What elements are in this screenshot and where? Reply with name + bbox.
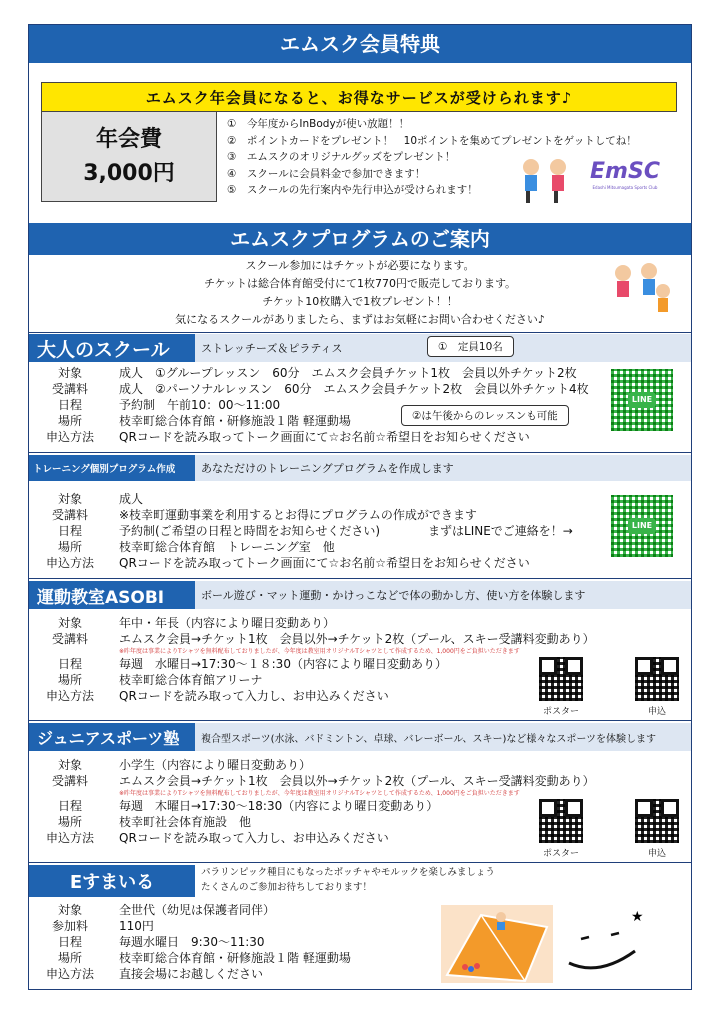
smiley-doodle — [559, 905, 655, 975]
junior-details — [35, 757, 595, 846]
row-label: 申込方法 — [45, 831, 94, 845]
detail-row — [35, 757, 595, 773]
row-label: 対象 — [57, 366, 82, 380]
row-value: 枝幸町総合体育館・研修施設１階 軽運動場 — [119, 414, 351, 428]
row-value: QRコードを読み取ってトーク画面にて☆お名前☆希望日をお知らせください — [119, 556, 530, 570]
detail-row — [35, 830, 595, 846]
asobi-title: 運動教室ASOBI — [29, 581, 195, 609]
divider — [29, 720, 691, 721]
row-label: 参加料 — [51, 919, 88, 933]
row-value: QRコードを読み取って入力し、お申込みください — [119, 831, 389, 845]
row-label: 対象 — [57, 492, 82, 506]
training-details — [35, 491, 573, 571]
benefit-item: ⑤ スクールの先行案内や先行申込が受けられます！ — [227, 184, 478, 196]
esumairu-header — [29, 865, 691, 897]
benefit-item: ③ エムスクのオリジナルグッズをプレゼント！ — [227, 151, 456, 163]
row-value: 枝幸町総合体育館・研修施設１階 軽運動場 — [119, 951, 351, 965]
junior-desc: 複合型スポーツ(水泳、バドミントン、卓球、バレーボール、スキー)など様々なスポーツを体験します — [195, 723, 691, 751]
boccia-court-illustration — [441, 905, 553, 983]
row-value: 成人 ①グループレッスン 60分 エムスク会員チケット1枚 会員以外チケット2枚 — [119, 366, 577, 380]
program-intro — [29, 257, 691, 329]
afternoon-callout: ②は午後からのレッスンも可能 — [401, 405, 569, 426]
row-label: 申込方法 — [45, 967, 94, 981]
row-label: 対象 — [57, 616, 82, 630]
logo-text: EmSC — [590, 159, 660, 184]
row-value: エムスク会員→チケット1枚 会員以外→チケット2枚（プール、スキー受講料変動あり） — [119, 774, 595, 788]
detail-row — [35, 615, 595, 631]
row-value: 枝幸町社会体育施設 他 — [119, 815, 252, 829]
logo-subtext: Edashi Mitsumagata Sports Club — [592, 185, 658, 190]
capacity-callout: ① 定員10名 — [427, 336, 514, 357]
row-label: 場所 — [57, 815, 82, 829]
row-label: 受講料 — [51, 508, 88, 522]
row-value: 枝幸町総合体育館 トレーニング室 他 — [119, 540, 335, 554]
membership-banner: エムスク年会員になると、お得なサービスが受けられます♪ — [41, 82, 677, 112]
row-value: 110円 — [119, 919, 154, 933]
intro-line: 気になるスクールがありましたら、まずはお気軽にお問い合わせください♪ — [175, 313, 545, 326]
page-title: エムスク会員特典 — [29, 25, 691, 63]
asobi-desc: ボール遊び・マット運動・かけっこなどで体の動かし方、使い方を体験します — [195, 581, 691, 609]
line-qr-code[interactable] — [611, 369, 673, 431]
detail-row — [35, 814, 595, 830]
benefit-item: ④ スクールに会員料金で参加できます！ — [227, 167, 426, 180]
esumairu-desc — [195, 865, 691, 897]
training-desc: あなただけのトレーニングプログラムを作成します — [195, 455, 691, 481]
adult-header — [29, 334, 691, 362]
row-value: 毎週 木曜日→17:30〜18:30（内容により曜日変動あり） — [119, 799, 439, 813]
row-value: 毎週 水曜日→17:30〜１８:30（内容により曜日変動あり） — [119, 657, 447, 671]
detail-row — [35, 429, 589, 445]
kids-illustration — [516, 155, 576, 205]
row-label: 場所 — [57, 673, 82, 687]
fee-amount: 3,000円 — [83, 160, 175, 186]
detail-row — [35, 523, 573, 539]
row-label: 日程 — [57, 398, 82, 412]
detail-row — [35, 365, 589, 381]
qr-caption: 申込 — [647, 849, 666, 859]
row-value: 小学生（内容により曜日変動あり） — [119, 758, 312, 772]
row-value: 年中・年長（内容により曜日変動あり） — [119, 616, 336, 630]
row-value: 毎週水曜日 9:30〜11:30 — [119, 935, 265, 949]
row-value: 予約制(ご希望の日程と時間をお知らせください) まずはLINEでご連絡を！→ — [119, 524, 573, 538]
row-value: 成人 — [119, 492, 144, 506]
program-title: エムスクプログラムのご案内 — [29, 223, 691, 255]
row-label: 場所 — [57, 951, 82, 965]
row-value: 予約制 午前10：00〜11:00 — [119, 398, 281, 412]
divider — [29, 862, 691, 863]
benefit-item: ① 今年度からInBodyが使い放題！！ — [227, 118, 410, 130]
detail-row — [35, 918, 351, 934]
detail-row — [35, 507, 573, 523]
line-qr-code[interactable] — [611, 495, 673, 557]
detail-row — [35, 934, 351, 950]
apply-qr-code[interactable] — [635, 799, 679, 843]
row-label: 受講料 — [51, 774, 88, 788]
detail-row — [35, 798, 595, 814]
detail-row — [35, 672, 595, 688]
row-label: 受講料 — [51, 382, 88, 396]
row-label: 日程 — [57, 935, 82, 949]
detail-row — [35, 902, 351, 918]
divider — [29, 452, 691, 453]
desc-line: たくさんのご参加お待ちしております！ — [201, 882, 373, 893]
adult-desc: ストレッチーズ＆ピラティス — [195, 334, 691, 362]
running-kids-illustration — [605, 261, 681, 325]
detail-row — [35, 966, 351, 982]
row-value: エムスク会員→チケット1枚 会員以外→チケット2枚（プール、スキー受講料変動あり） — [119, 632, 595, 646]
tshirt-note: ※昨年度は事業によりTシャツを無料配布しておりましたが、今年度は教室用オリジナルTシャツとして作成するため、1,000円をご負担いただきます — [119, 790, 520, 797]
row-label: 申込方法 — [45, 689, 94, 703]
detail-row — [35, 381, 589, 397]
line-badge: LINE — [628, 518, 656, 534]
esumairu-title: Eすまいる — [29, 865, 195, 897]
detail-row — [35, 773, 595, 789]
junior-header — [29, 723, 691, 751]
row-value: 枝幸町総合体育館アリーナ — [119, 673, 263, 687]
qr-caption: 申込 — [647, 707, 666, 717]
detail-row — [35, 656, 595, 672]
row-label: 日程 — [57, 657, 82, 671]
row-value: 成人 ②パーソナルレッスン 60分 エムスク会員チケット2枚 会員以外チケット4枚 — [119, 382, 589, 396]
poster-qr-code[interactable] — [539, 657, 583, 701]
row-value: QRコードを読み取って入力し、お申込みください — [119, 689, 389, 703]
benefit-item: ② ポイントカードをプレゼント！ 10ポイントを集めてプレゼントをゲットしてね！ — [227, 134, 637, 147]
line-badge: LINE — [628, 392, 656, 408]
training-title: トレーニング個別プログラム作成 — [29, 455, 195, 481]
apply-qr-code[interactable] — [635, 657, 679, 701]
row-label: 日程 — [57, 524, 82, 538]
fee-label: 年会費 — [95, 126, 162, 152]
desc-line: パラリンピック種目にもなったボッチャやモルックを楽しみましょう — [201, 867, 495, 878]
detail-row — [35, 688, 595, 704]
asobi-details — [35, 615, 595, 704]
row-label: 申込方法 — [45, 430, 94, 444]
poster-qr-code[interactable] — [539, 799, 583, 843]
qr-caption: ポスター — [542, 707, 579, 717]
adult-title: 大人のスクール — [29, 334, 195, 362]
qr-caption: ポスター — [542, 849, 579, 859]
asobi-header — [29, 581, 691, 609]
intro-line: チケット10枚購入で1枚プレゼント！！ — [262, 295, 458, 308]
esumairu-details — [35, 902, 351, 982]
detail-row — [35, 950, 351, 966]
divider — [29, 578, 691, 579]
annual-fee-box — [41, 112, 217, 202]
row-label: 受講料 — [51, 632, 88, 646]
row-label: 対象 — [57, 758, 82, 772]
svg-text:★: ★ — [631, 909, 644, 925]
detail-row — [35, 491, 573, 507]
row-value: ※枝幸町運動事業を利用するとお得にプログラムの作成ができます — [119, 508, 477, 522]
row-label: 場所 — [57, 540, 82, 554]
row-value: 全世代（幼児は保護者同伴） — [119, 903, 276, 917]
intro-line: スクール参加にはチケットが必要になります。 — [245, 259, 475, 272]
detail-row — [35, 539, 573, 555]
junior-title: ジュニアスポーツ塾 — [29, 723, 195, 751]
training-header — [29, 455, 691, 481]
row-label: 申込方法 — [45, 556, 94, 570]
divider — [29, 332, 691, 333]
flyer-frame — [28, 24, 692, 990]
row-value: 直接会場にお越しください — [119, 967, 264, 981]
detail-row — [35, 555, 573, 571]
intro-line: チケットは総合体育館受付にて1枚770円で販売しております。 — [203, 277, 517, 290]
row-label: 場所 — [57, 414, 82, 428]
row-label: 対象 — [57, 903, 82, 917]
row-value: QRコードを読み取ってトーク画面にて☆お名前☆希望日をお知らせください — [119, 430, 530, 444]
tshirt-note: ※昨年度は事業によりTシャツを無料配布しておりましたが、今年度は教室用オリジナルTシャツとして作成するため、1,000円をご負担いただきます — [119, 648, 520, 655]
emsc-logo — [585, 159, 665, 190]
row-label: 日程 — [57, 799, 82, 813]
detail-row — [35, 631, 595, 647]
